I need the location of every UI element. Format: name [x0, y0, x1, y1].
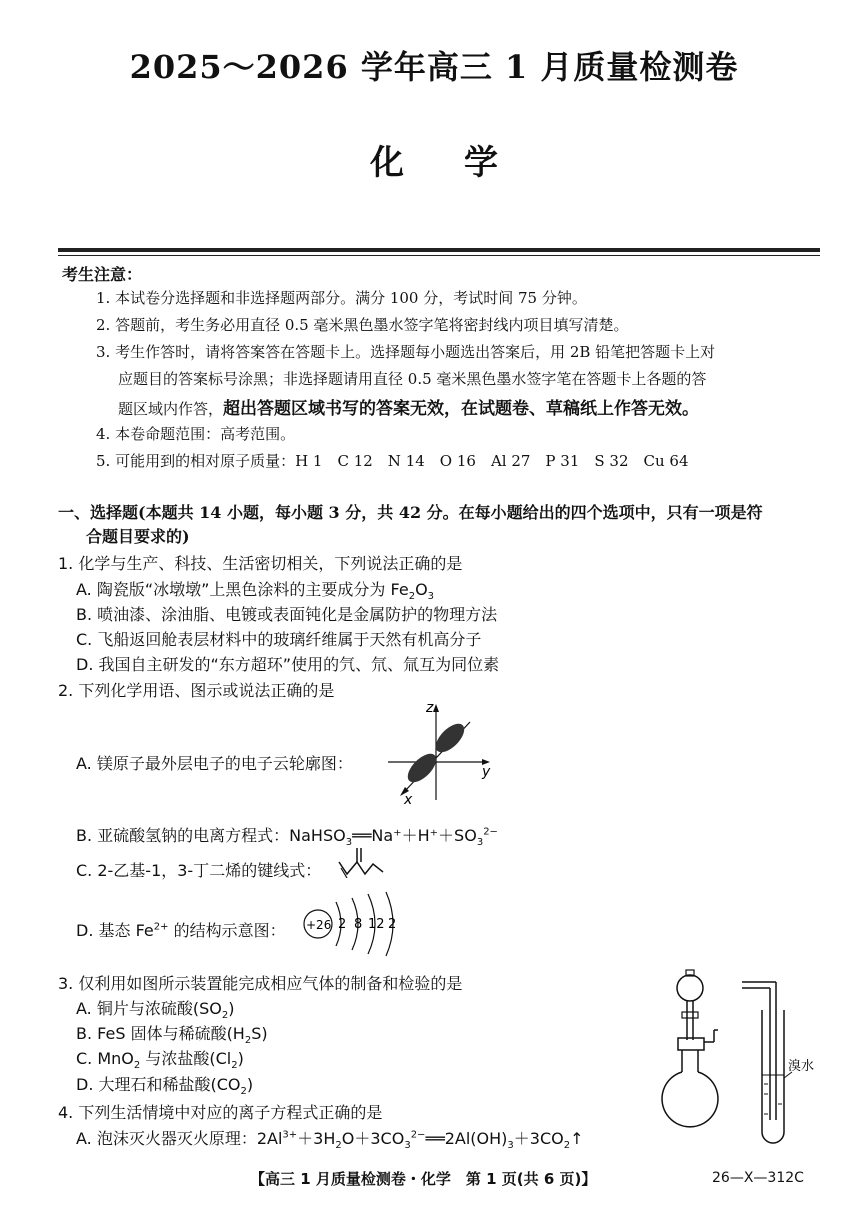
- notice-item-1: 1. 本试卷分选择题和非选择题两部分。满分 100 分，考试时间 75 分钟。: [96, 289, 587, 307]
- axis-z-label: z: [426, 700, 434, 716]
- apparatus-diagram: [650, 960, 830, 1150]
- notice-emphasis: 超出答题区域书写的答案无效，在试题卷、草稿纸上作答无效。: [223, 399, 700, 419]
- q2-stem: 2. 下列化学用语、图示或说法正确的是: [58, 681, 335, 700]
- notice-item-3-cont: 应题目的答案标号涂黑；非选择题请用直径 0.5 毫米黑色墨水签字笔在答题卡上各题的答: [118, 370, 707, 388]
- notice-item-3-cont2: [118, 394, 699, 419]
- q3-option-b: B. FeS 固体与稀硫酸$(H_2S)$: [76, 1024, 268, 1047]
- q1-option-b: B. 喷油漆、涂油脂、电镀或表面钝化是金属防护的物理方法: [76, 605, 498, 624]
- q4-stem: 4. 下列生活情境中对应的离子方程式正确的是: [58, 1103, 383, 1122]
- subject-title: 化学: [370, 143, 558, 183]
- notice-item-3-text: 题区域内作答，: [118, 400, 224, 418]
- q1-option-c: C. 飞船返回舱表层材料中的玻璃纤维属于天然有机高分子: [76, 630, 482, 649]
- shell-3-count: 12: [368, 917, 385, 932]
- q3-option-d: D. 大理石和稀盐酸$(CO_2)$: [76, 1075, 254, 1098]
- section-heading-cont: 合题目要求的): [86, 527, 190, 546]
- shell-2-count: 8: [354, 917, 363, 932]
- page-footer: 【高三 1 月质量检测卷・化学 第 1 页(共 6 页)】: [250, 1170, 597, 1188]
- q2-option-a: A. 镁原子最外层电子的电子云轮廓图：: [76, 754, 353, 773]
- nucleus-label: +26: [306, 918, 332, 932]
- q3-stem: 3. 仅利用如图所示装置能完成相应气体的制备和检验的是: [58, 974, 463, 993]
- skeletal-formula: [335, 844, 395, 878]
- notice-item-3: 3. 考生作答时，请将答案答在答题卡上。选择题每小题选出答案后，用 2B 铅笔把答题卡上对: [96, 343, 716, 361]
- exam-code: 26—X—312C: [712, 1170, 804, 1186]
- q1-option-d: D. 我国自主研发的“东方超环”使用的氕、氘、氚互为同位素: [76, 655, 500, 674]
- tube-label: 溴水: [788, 1059, 815, 1074]
- q2-option-c: C. 2-乙基-1，3-丁二烯的键线式：: [76, 861, 322, 880]
- notice-item-2: 2. 答题前，考生务必用直径 0.5 毫米黑色墨水签字笔将密封线内项目填写清楚。: [96, 316, 629, 334]
- electron-cloud-diagram: [386, 700, 496, 805]
- notice-item-5: 5. 可能用到的相对原子质量：H 1 C 12 N 14 O 16 Al 27 P 31 S 32 Cu 64: [96, 452, 689, 470]
- shell-4-count: 2: [388, 917, 397, 932]
- atomic-structure-diagram: [300, 890, 410, 960]
- q2-option-b: B. 亚硫酸氢钠的电离方程式：$NaHSO_3══Na^++H^++SO_3^{2-}$: [76, 826, 498, 849]
- shell-1-count: 2: [338, 917, 347, 932]
- notice-heading: 考生注意：: [62, 265, 143, 284]
- axis-x-label: x: [404, 792, 413, 805]
- axis-y-label: y: [482, 764, 491, 780]
- q1-option-a: A. 陶瓷版“冰墩墩”上黑色涂料的主要成分为 $Fe_2O_3$: [76, 580, 435, 603]
- q4-option-a: A. 泡沫灭火器灭火原理：$2Al^{3+}+3H_2O+3CO_3^{2-}══2Al(OH)_3+3CO_2↑$: [76, 1129, 584, 1152]
- notice-item-4: 4. 本卷命题范围：高考范围。: [96, 425, 296, 443]
- q3-option-a: A. 铜片与浓硫酸$(SO_2)$: [76, 999, 235, 1022]
- q3-option-c: C. MnO$_2$ 与浓盐酸$(Cl_2)$: [76, 1049, 244, 1072]
- q1-stem: 1. 化学与生产、科技、生活密切相关，下列说法正确的是: [58, 554, 463, 573]
- exam-title: 2025～2026 学年高三 1 月质量检测卷: [129, 48, 739, 86]
- header-rule-thick: [58, 248, 820, 252]
- header-rule-thin: [58, 255, 820, 256]
- q2-option-d: D. 基态 $Fe^{2+}$ 的结构示意图：: [76, 921, 286, 940]
- section-heading: 一、选择题(本题共 14 小题，每小题 3 分，共 42 分。在每小题给出的四个选项中，只有一项是符: [58, 503, 763, 522]
